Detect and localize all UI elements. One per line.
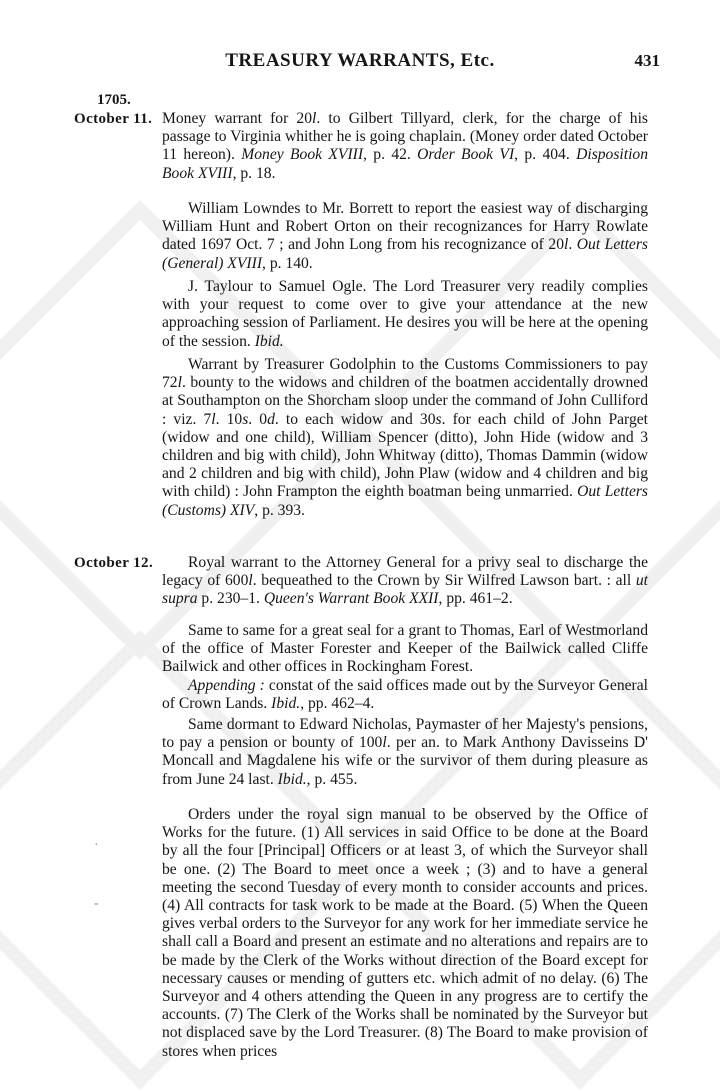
- entry-citation: Order Book VI: [417, 146, 515, 164]
- entry-citation: Queen's Warrant Book XXII: [263, 590, 439, 608]
- entry-text: . to Gilbert Tillyard, clerk, for the charge of his passage to Virginia whither he is going chaplain. (Money order dated October 11 hereon).: [162, 110, 648, 164]
- date-october-11: October 11.: [74, 111, 153, 127]
- appending-label: Appending :: [188, 676, 265, 694]
- entry-text: s: [435, 410, 442, 428]
- entry-text: l: [382, 734, 387, 752]
- entry-text: ut supra: [162, 572, 648, 608]
- page-number: 431: [634, 51, 660, 70]
- entry-text: . for each child of John Parget (widow and one child), William Spencer (ditto), John Hide (widow and 3 children and big with child), John Whitway (ditto), Thomas Dammin (widow and 2 children and big with child), John Plaw (widow and 4 children and big with child) : John Frampton the eighth boatman being unmarried.: [162, 410, 649, 501]
- entry-text: Orders under the royal sign manual to be observed by the Office of Works for the future. (1) All services in said Office to be done at the Board by all the four [Principal] Officers or at least 3, of which the Surveyor shall be one. (2) The Board to meet once a week ; (3) and to have a general meeting the second Tuesday of every month to consider accounts and prices. (4) All contracts for task work to be made at the Board. (5) When the Queen gives verbal orders to the Surveyor for any work for her immediate service he shall call a Board and present an estimate and no alterations and repairs are to be made by the Clerk of the Works without direction of the Board except for necessary causes or mending of gutters etc. which admit of no delay. (6) The Surveyor and 4 others attending the Queen in any progress are to certify the accounts. (7) The Clerk of the Works shall be nominated by the Surveyor but not displaced save by the Lord Treasurer. (8) The Board to make provision of stores when prices: [162, 806, 648, 1060]
- entry-citation: Ibid.: [254, 332, 284, 350]
- entry-text: , p. 455.: [306, 770, 358, 788]
- entry-nicholas-pension: [162, 716, 648, 789]
- entry-text: , pp. 461–2.: [438, 590, 513, 608]
- entry-text: . bequeathed to the Crown by Sir Wilfred Lawson bart. : all: [252, 572, 636, 590]
- margin-mark: ·: [94, 838, 99, 853]
- entry-text: , p. 140.: [262, 254, 313, 272]
- entry-text: . 0: [248, 410, 268, 428]
- entry-text: . 10: [215, 410, 243, 428]
- entry-text: J. Taylour to Samuel Ogle. The Lord Treasurer very readily complies with your request to come over to give your attendance at the new approaching session of Parliament. He desires you will be here at the opening of the session.: [162, 278, 648, 350]
- entry-text: l: [211, 410, 216, 428]
- entry-text: , p. 18.: [232, 164, 276, 182]
- entry-westmorland-grant: [162, 622, 648, 713]
- entry-text: Same to same for a great seal for a grant to Thomas, Earl of Westmorland of the office of Master Forester and Keeper of the Bailwick called Cliffe Bailwick and other offices in Rockingham Forest.: [162, 622, 648, 676]
- entry-text: p. 230–1.: [197, 590, 264, 608]
- entry-text: Royal warrant to the Attorney General for a privy seal to discharge the legacy of 600: [162, 554, 648, 590]
- entry-text: l: [312, 110, 317, 127]
- entry-text: l: [248, 572, 253, 590]
- entry-citation: Out Letters (Customs) XIV: [162, 483, 649, 519]
- entry-text: s: [242, 410, 249, 428]
- entry-text: , p. 42.: [363, 146, 418, 164]
- entry-text: . per an. to Mark Anthony Davisseins D' Moncall and Magdalene his wife or the survivor of them during pleasure as from June 24 last.: [162, 734, 648, 788]
- entry-lowndes-borrett: [162, 200, 648, 273]
- entry-citation: Ibid.: [277, 770, 307, 788]
- entry-godolphin-customs: [162, 356, 648, 520]
- entry-citation: Ibid.: [271, 694, 301, 712]
- entry-text: , p. 404.: [514, 146, 577, 164]
- entry-royal-warrant-lawson: [162, 554, 648, 609]
- entry-text: d: [267, 410, 275, 428]
- entry-text: , pp. 462–4.: [300, 694, 375, 712]
- entry-taylour-ogle: [162, 278, 648, 351]
- entry-text: , p. 393.: [254, 501, 305, 519]
- running-header-title: TREASURY WARRANTS, Etc.: [225, 50, 495, 71]
- entry-text: l: [564, 236, 569, 254]
- entry-text: Same dormant to Edward Nicholas, Paymaster of her Majesty's pensions, to pay a pension or bounty of 100: [162, 716, 648, 752]
- entry-text: constat of the said offices made out by the Surveyor General of Crown Lands.: [162, 676, 649, 712]
- margin-mark: -: [94, 896, 99, 911]
- entry-text: Warrant by Treasurer Godolphin to the Customs Commissioners to pay 72: [162, 356, 648, 392]
- entry-text: .: [568, 236, 577, 254]
- entry-citation: Money Book XVIII: [241, 146, 364, 164]
- entry-text: . bounty to the widows and children of the boatmen accidentally drowned at Southampton on the Shorcham sloop under the command of John Culliford : viz. 7: [162, 374, 648, 428]
- entry-text: l: [177, 374, 182, 392]
- entry-text: William Lowndes to Mr. Borrett to report the easiest way of discharging William Hunt and Robert Orton on their recognizances for Harry Rowlate dated 1697 Oct. 7 ; and John Long from his recognizance of 20: [162, 200, 648, 254]
- entry-text: . to each widow and 30: [274, 410, 436, 428]
- date-october-12: October 12.: [74, 555, 154, 571]
- entry-money-warrant-tillyard: [162, 110, 648, 183]
- entry-office-of-works-orders: [162, 806, 648, 1061]
- entry-citation: Out Letters (General) XVIII: [162, 236, 648, 272]
- year-marginal: 1705.: [97, 92, 131, 108]
- entry-text: Money warrant for 20: [162, 110, 313, 127]
- entry-citation: Disposition Book XVIII: [162, 146, 649, 182]
